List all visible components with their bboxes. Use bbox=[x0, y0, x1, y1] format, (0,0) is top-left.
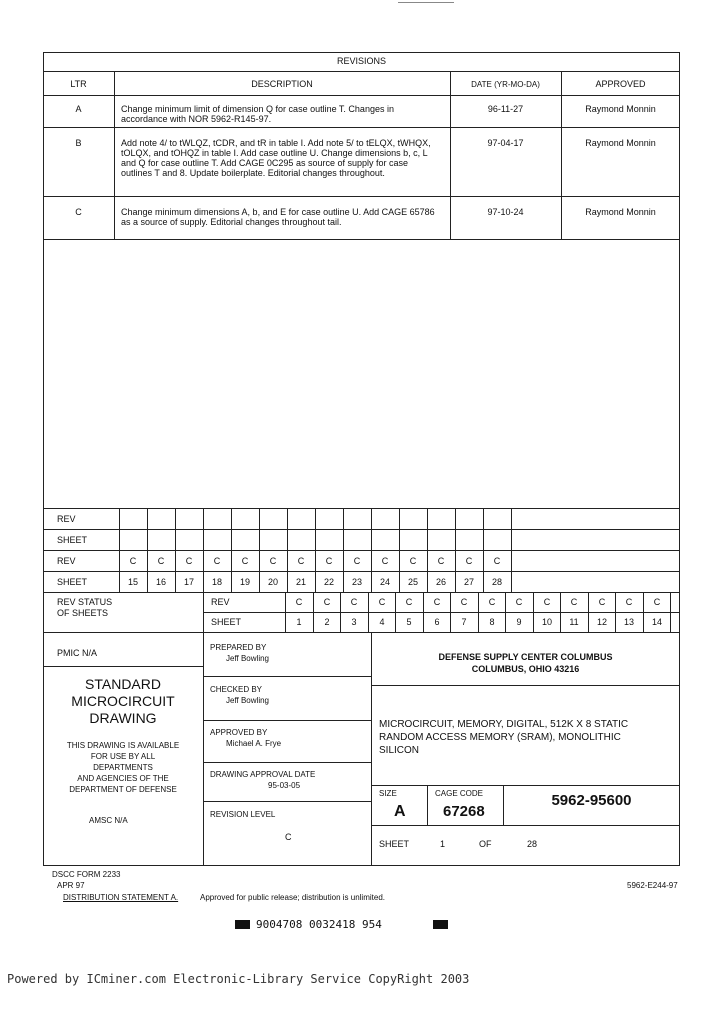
rev-row-b-ltr: B bbox=[75, 138, 82, 148]
lower-sheet-cell: 14 bbox=[651, 617, 662, 627]
upper-sheet-cell: 22 bbox=[323, 577, 334, 587]
upper-sheet-cell: 19 bbox=[239, 577, 250, 587]
upper-rev-cell: C bbox=[241, 556, 249, 566]
of-sheets-label: OF SHEETS bbox=[57, 608, 109, 618]
lower-rev-cell: C bbox=[433, 597, 441, 607]
upper-sheet-label-2: SHEET bbox=[57, 577, 88, 587]
upper-sheet-cell: 25 bbox=[407, 577, 418, 587]
lower-rev-label: REV bbox=[211, 597, 230, 607]
amsc-label: AMSC N/A bbox=[89, 816, 128, 825]
col-approved: APPROVED bbox=[595, 79, 646, 89]
upper-rev-cell: C bbox=[325, 556, 333, 566]
barcode-mark-right bbox=[433, 920, 448, 929]
upper-rev-cell: C bbox=[185, 556, 193, 566]
upper-sheet-cell: 27 bbox=[463, 577, 474, 587]
rev-row-b-date: 97-04-17 bbox=[487, 138, 524, 148]
upper-rev-label-2: REV bbox=[57, 556, 76, 566]
lower-rev-cell: C bbox=[350, 597, 358, 607]
lower-rev-cell: C bbox=[488, 597, 496, 607]
availability-line-5: DEPARTMENT OF DEFENSE bbox=[69, 785, 177, 794]
upper-sheet-cell: 20 bbox=[267, 577, 278, 587]
rev-row-c-approved: Raymond Monnin bbox=[585, 207, 656, 217]
upper-sheet-cell: 28 bbox=[491, 577, 502, 587]
rev-row-a-date: 96-11-27 bbox=[487, 104, 524, 114]
upper-rev-cell: C bbox=[157, 556, 165, 566]
lower-sheet-cell: 13 bbox=[623, 617, 634, 627]
upper-sheet-status bbox=[43, 508, 680, 592]
sheet-label: SHEET bbox=[379, 839, 410, 849]
upper-rev-cell: C bbox=[269, 556, 277, 566]
lower-sheet-cell: 4 bbox=[379, 617, 385, 627]
lower-sheet-cell: 7 bbox=[461, 617, 467, 627]
lower-rev-cell: C bbox=[323, 597, 331, 607]
rev-row-a-ltr: A bbox=[75, 104, 82, 114]
availability-line-3: DEPARTMENTS bbox=[93, 763, 153, 772]
scan-mark bbox=[398, 2, 454, 3]
upper-sheet-label-1: SHEET bbox=[57, 535, 88, 545]
checked-label: CHECKED BY bbox=[210, 685, 263, 694]
prepared-label: PREPARED BY bbox=[210, 643, 267, 652]
availability-line-1: THIS DRAWING IS AVAILABLE bbox=[66, 741, 180, 750]
doc-code: 5962-E244-97 bbox=[627, 881, 678, 890]
lower-rev-cell: C bbox=[570, 597, 578, 607]
lower-rev-cell: C bbox=[598, 597, 606, 607]
lower-rev-cell: C bbox=[543, 597, 551, 607]
lower-sheet-cell: 10 bbox=[541, 617, 552, 627]
lower-rev-cell: C bbox=[460, 597, 468, 607]
upper-sheet-cell: 23 bbox=[351, 577, 362, 587]
lower-rev-cell: C bbox=[405, 597, 413, 607]
cage-value: 67268 bbox=[443, 803, 485, 820]
lower-rev-cell: C bbox=[653, 597, 661, 607]
rev-row-c-date: 97-10-24 bbox=[487, 207, 524, 217]
approval-date-label: DRAWING APPROVAL DATE bbox=[210, 770, 316, 779]
approval-date: 95-03-05 bbox=[268, 781, 301, 790]
of-label: OF bbox=[479, 839, 492, 849]
form-date: APR 97 bbox=[57, 881, 85, 890]
lower-rev-cell: C bbox=[378, 597, 386, 607]
lower-sheet-cell: 3 bbox=[351, 617, 357, 627]
pmic-label: PMIC N/A bbox=[57, 648, 98, 658]
upper-sheet-cell: 18 bbox=[211, 577, 222, 587]
cage-label: CAGE CODE bbox=[435, 789, 484, 798]
rev-row-c-description: Change minimum dimensions A, b, and E for case outline U. Add CAGE 65786 as a source of supply. Editorial changes throughout tail. bbox=[121, 207, 435, 227]
form-number: DSCC FORM 2233 bbox=[52, 870, 121, 879]
desc-line-2: RANDOM ACCESS MEMORY (SRAM), MONOLITHIC bbox=[379, 732, 621, 743]
prepared-name: Jeff Bowling bbox=[226, 654, 269, 663]
lower-rev-cell: C bbox=[295, 597, 303, 607]
rev-row-c-ltr: C bbox=[75, 207, 82, 217]
upper-rev-cell: C bbox=[129, 556, 137, 566]
lower-sheet-status bbox=[43, 592, 680, 632]
upper-sheet-cell: 15 bbox=[127, 577, 138, 587]
upper-sheet-cell: 24 bbox=[379, 577, 390, 587]
col-date: DATE (YR-MO-DA) bbox=[471, 80, 540, 89]
lower-sheet-cell: 11 bbox=[569, 617, 579, 627]
desc-line-1: MICROCIRCUIT, MEMORY, DIGITAL, 512K X 8 STATIC bbox=[379, 719, 629, 730]
lower-sheet-cell: 2 bbox=[324, 617, 330, 627]
standard-heading: STANDARD bbox=[85, 676, 161, 692]
approved-name: Michael A. Frye bbox=[226, 739, 282, 748]
sheet-number: 1 bbox=[440, 839, 446, 849]
availability-line-4: AND AGENCIES OF THE bbox=[77, 774, 169, 783]
size-value: A bbox=[394, 803, 406, 820]
upper-rev-cell: C bbox=[493, 556, 501, 566]
barcode-text: 9004708 0032418 954 bbox=[256, 918, 382, 931]
lower-sheet-cell: 6 bbox=[434, 617, 440, 627]
upper-rev-cell: C bbox=[409, 556, 417, 566]
dscc-line-2: COLUMBUS, OHIO 43216 bbox=[471, 664, 580, 674]
upper-sheet-cell: 21 bbox=[295, 577, 306, 587]
upper-rev-label-1: REV bbox=[57, 514, 76, 524]
upper-sheet-cell: 17 bbox=[183, 577, 194, 587]
upper-rev-cell: C bbox=[465, 556, 473, 566]
powered-by: Powered by ICminer.com Electronic-Library Service CopyRight 2003 bbox=[7, 972, 470, 986]
upper-rev-cell: C bbox=[437, 556, 445, 566]
sheet-total: 28 bbox=[527, 839, 538, 849]
revision-level-label: REVISION LEVEL bbox=[210, 810, 276, 819]
rev-row-b-approved: Raymond Monnin bbox=[585, 138, 656, 148]
lower-sheet-cell: 9 bbox=[516, 617, 522, 627]
col-ltr: LTR bbox=[70, 79, 87, 89]
revisions-title: REVISIONS bbox=[336, 56, 386, 66]
rev-row-b-description: Add note 4/ to tWLQZ, tCDR, and tR in table I. Add note 5/ to tELQX, tWHQX, tOLQX, and tOHQZ in table I. Add case outline U. Change dimensions b, c, L and Q for case outline T. Add CAGE 0C295 as source of supply for case outlines T and 8. Update boilerplate. Editorial changes throughout. bbox=[121, 138, 431, 178]
distribution-text: Approved for public release; distribution is unlimited. bbox=[200, 893, 385, 902]
approved-label: APPROVED BY bbox=[210, 728, 268, 737]
upper-rev-cell: C bbox=[381, 556, 389, 566]
revision-level: C bbox=[285, 832, 292, 842]
lower-rev-cell: C bbox=[625, 597, 633, 607]
size-label: SIZE bbox=[379, 789, 397, 798]
checked-name: Jeff Bowling bbox=[226, 696, 269, 705]
dscc-line-1: DEFENSE SUPPLY CENTER COLUMBUS bbox=[438, 652, 613, 662]
upper-rev-cell: C bbox=[353, 556, 361, 566]
upper-rev-cell: C bbox=[213, 556, 221, 566]
drawing-number: 5962-95600 bbox=[551, 792, 632, 809]
lower-sheet-label: SHEET bbox=[211, 617, 242, 627]
rev-status-label: REV STATUS bbox=[57, 597, 113, 607]
desc-line-3: SILICON bbox=[379, 745, 420, 756]
title-block bbox=[43, 632, 680, 866]
drawing-heading: DRAWING bbox=[89, 710, 157, 726]
lower-sheet-cell: 8 bbox=[489, 617, 495, 627]
lower-sheet-cell: 1 bbox=[296, 617, 302, 627]
microcircuit-heading: MICROCIRCUIT bbox=[71, 693, 175, 709]
rev-row-a-description: Change minimum limit of dimension Q for case outline T. Changes in accordance with NOR 5962-R145-97. bbox=[121, 104, 394, 124]
upper-sheet-cell: 26 bbox=[435, 577, 446, 587]
lower-sheet-cell: 12 bbox=[596, 617, 607, 627]
upper-sheet-cell: 16 bbox=[155, 577, 166, 587]
lower-sheet-cell: 5 bbox=[406, 617, 412, 627]
lower-rev-cell: C bbox=[515, 597, 523, 607]
availability-line-2: FOR USE BY ALL bbox=[90, 752, 156, 761]
distribution-label: DISTRIBUTION STATEMENT A. bbox=[63, 893, 179, 902]
barcode-mark-left bbox=[235, 920, 250, 929]
rev-row-a-approved: Raymond Monnin bbox=[585, 104, 656, 114]
upper-rev-cell: C bbox=[297, 556, 305, 566]
col-description: DESCRIPTION bbox=[251, 79, 313, 89]
